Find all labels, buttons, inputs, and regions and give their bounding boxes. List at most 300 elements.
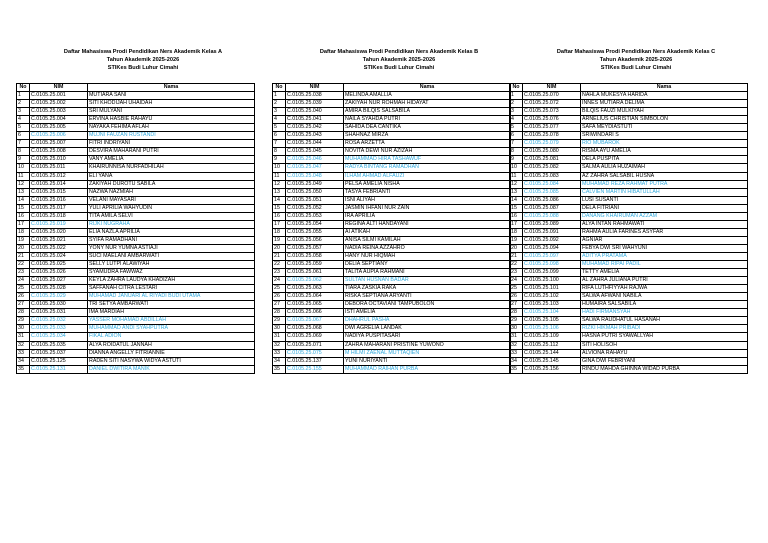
student-id-cell: C.0105.25.072 [523,100,581,108]
row-number-cell: 21 [510,252,523,260]
student-name-cell: YONY NUR YUMNA ASTIAJI [88,244,255,252]
table-row [510,164,748,172]
student-name-cell: AZ ZAHRA SALSABIL HUSNA [581,172,748,180]
student-name-cell: TETTY AMELIA [581,269,748,277]
row-number-cell: 29 [273,317,286,325]
row-number-cell: 11 [17,172,30,180]
row-number-cell: 34 [273,357,286,365]
row-number-cell: 15 [17,204,30,212]
student-name-cell: ELI YANA [88,172,255,180]
class-c-student-table [509,83,748,374]
table-row [273,293,511,301]
row-number-cell: 26 [510,293,523,301]
row-number-cell: 34 [510,357,523,365]
student-id-cell: C.0105.25.020 [30,228,88,236]
student-name-cell: NAZWA NAZMIAH [88,188,255,196]
row-number-cell: 23 [17,269,30,277]
student-name-cell: JASMIN IHFANI NUR ZAIN [344,204,511,212]
row-number-cell: 6 [273,132,286,140]
student-id-cell: C.0105.25.066 [286,309,344,317]
student-id-cell: C.0105.25.078 [523,132,581,140]
row-number-cell: 5 [273,124,286,132]
student-name-cell: ERVINA HASBIE RAHAYU [88,116,255,124]
student-id-cell: C.0105.25.024 [30,252,88,260]
row-number-cell: 32 [17,341,30,349]
table-row [17,164,255,172]
table-row [17,244,255,252]
table-row [510,341,748,349]
row-number-cell: 5 [17,124,30,132]
row-number-cell: 35 [17,365,30,373]
row-number-cell: 8 [510,148,523,156]
student-name-cell: VANY AMELIA [88,156,255,164]
row-number-cell: 27 [273,301,286,309]
student-name-cell: RINDU MAHDA GHINNA WIDAD PURBA [581,365,748,373]
student-name-cell: HADI FIRMANSYAH [581,309,748,317]
table-row [17,293,255,301]
row-number-cell: 23 [510,269,523,277]
row-number-cell: 9 [17,156,30,164]
student-name-cell: HANY NUR HIQMAH [344,252,511,260]
table-row [17,365,255,373]
table-row [273,317,511,325]
class-a-student-table [16,83,255,374]
student-name-cell: SRIWINDARI S [581,132,748,140]
row-number-cell: 12 [273,180,286,188]
row-number-cell: 15 [510,204,523,212]
student-id-cell: C.0105.25.004 [30,116,88,124]
table-row [510,349,748,357]
table-row [510,285,748,293]
class-b-roster-section [272,48,510,374]
student-id-cell: C.0105.25.029 [30,293,88,301]
student-id-cell: C.0105.25.007 [30,140,88,148]
row-number-cell: 25 [510,285,523,293]
table-row [17,357,255,365]
student-id-cell: C.0105.25.028 [30,285,88,293]
row-number-cell: 22 [273,261,286,269]
student-name-cell: IMA MARDIAH [88,309,255,317]
table-row [17,204,255,212]
student-id-cell: C.0105.25.011 [30,164,88,172]
student-id-cell: C.0105.25.065 [286,301,344,309]
student-id-cell: C.0105.25.056 [286,236,344,244]
table-row [273,236,511,244]
student-name-cell: M HILMI ZAENAL MUTTAQIEN [344,349,511,357]
table-row [273,365,511,373]
student-name-cell: DANANG KHAIRUMAN AZZAM [581,212,748,220]
student-id-cell: C.0105.25.052 [286,204,344,212]
student-name-cell: MELINDA AMALLIA [344,92,511,100]
student-name-cell: SULTAN HUSNAN BADAR [344,277,511,285]
table-row [273,357,511,365]
student-id-cell: C.0105.25.012 [30,172,88,180]
student-name-cell: MUHAMAD REZA RAHMAT PUTRA [581,180,748,188]
student-name-cell: SALWA AFWANI NABILA [581,293,748,301]
table-row [17,132,255,140]
column-header-nim: NIM [523,84,581,92]
row-number-cell: 31 [17,333,30,341]
table-row [273,140,511,148]
class-a-roster-section [16,48,254,374]
table-row [510,108,748,116]
student-id-cell: C.0105.25.109 [523,333,581,341]
student-id-cell: C.0105.25.145 [523,357,581,365]
table-row [273,220,511,228]
student-name-cell: RISMA AYU AMELIA [581,148,748,156]
table-row [510,212,748,220]
table-row [510,172,748,180]
student-name-cell: AGNIAR [581,236,748,244]
column-header-nama: Nama [88,84,255,92]
row-number-cell: 13 [273,188,286,196]
table-row [17,325,255,333]
student-id-cell: C.0105.25.016 [30,196,88,204]
table-header-row [273,84,511,92]
table-row [273,124,511,132]
student-id-cell: C.0105.25.084 [523,180,581,188]
table-header-row [17,84,255,92]
student-name-cell: SITI HOLISOH [581,341,748,349]
table-row [17,212,255,220]
student-id-cell: C.0105.25.038 [286,92,344,100]
student-id-cell: C.0105.25.099 [523,269,581,277]
student-name-cell: DESVIRA MAHARANI PUTRI [88,148,255,156]
student-id-cell: C.0105.25.001 [30,92,88,100]
student-name-cell: IRA APRILIA [344,212,511,220]
column-header-no: No [17,84,30,92]
student-name-cell: RADYA BINTANG RAMADHAN [344,164,511,172]
table-row [17,196,255,204]
student-name-cell: NAILA SYAHDA PUTRI [344,116,511,124]
table-row [510,180,748,188]
student-name-cell: MUJNI FAUZAN RUSTANDI [88,132,255,140]
student-id-cell: C.0105.25.075 [286,349,344,357]
table-row [273,156,511,164]
table-row [510,309,748,317]
table-row [17,108,255,116]
row-number-cell: 13 [17,188,30,196]
class-c-school-name: STIKes Budi Luhur Cimahi [600,65,672,71]
table-row [510,156,748,164]
table-row [510,244,748,252]
table-row [510,365,748,373]
student-name-cell: DIANNA ANGELLY FITRIANNIE [88,349,255,357]
table-row [17,172,255,180]
student-name-cell: VELANI MAYASARI [88,196,255,204]
table-row [510,204,748,212]
student-id-cell: C.0105.25.031 [30,309,88,317]
row-number-cell: 26 [17,293,30,301]
table-row [273,132,511,140]
student-id-cell: C.0105.25.018 [30,212,88,220]
table-row [510,317,748,325]
student-name-cell: ELIA NAZLA APRILIA [88,228,255,236]
student-name-cell: MUHAMMAD RAIHAN PURBA [344,365,511,373]
student-name-cell: RISKA SEPTIANA ARYANTI [344,293,511,301]
row-number-cell: 17 [17,220,30,228]
student-name-cell: ANISA SILMI KAMILAH [344,236,511,244]
row-number-cell: 19 [273,236,286,244]
row-number-cell: 8 [17,148,30,156]
student-name-cell: ISNI ALIYAH [344,196,511,204]
student-name-cell: SAFFANAH CITRA LESTARI [88,285,255,293]
row-number-cell: 30 [510,325,523,333]
student-id-cell: C.0105.25.067 [286,317,344,325]
column-header-nama: Nama [581,84,748,92]
student-name-cell: SALMA AULIA HUZAIMAH [581,164,748,172]
table-row [273,100,511,108]
table-row [17,285,255,293]
student-id-cell: C.0105.25.025 [30,261,88,269]
table-row [17,277,255,285]
row-number-cell: 2 [273,100,286,108]
table-row [510,140,748,148]
student-name-cell: HASNA PUTRI SYAWALLYAH [581,333,748,341]
table-row [17,100,255,108]
student-name-cell: YULI APRILIA WAHYUDIN [88,204,255,212]
student-id-cell: C.0105.25.058 [286,252,344,260]
student-id-cell: C.0105.25.015 [30,188,88,196]
student-name-cell: ALYA ROIDATUL JANNAH [88,341,255,349]
row-number-cell: 20 [17,244,30,252]
class-a-school-name: STIKes Budi Luhur Cimahi [107,65,179,71]
table-row [17,180,255,188]
table-row [510,293,748,301]
student-name-cell: GINA DWI FEBRIYANI [581,357,748,365]
student-id-cell: C.0105.25.091 [523,228,581,236]
table-row [273,196,511,204]
row-number-cell: 7 [510,140,523,148]
student-id-cell: C.0105.25.098 [523,261,581,269]
student-name-cell: MUHAMMAD HIRA TASHAWUF [344,156,511,164]
row-number-cell: 33 [273,349,286,357]
student-id-cell: C.0105.25.083 [523,172,581,180]
row-number-cell: 9 [510,156,523,164]
student-name-cell: RIJKI NUGRAHA [88,220,255,228]
student-id-cell: C.0105.25.069 [286,333,344,341]
student-id-cell: C.0105.25.062 [286,277,344,285]
class-c-roster-section [509,48,747,374]
row-number-cell: 21 [17,252,30,260]
row-number-cell: 25 [273,285,286,293]
student-id-cell: C.0105.25.044 [286,140,344,148]
student-name-cell: SAFA MEYDIASTUTI [581,124,748,132]
row-number-cell: 14 [510,196,523,204]
student-id-cell: C.0105.25.061 [286,269,344,277]
student-id-cell: C.0105.25.125 [30,357,88,365]
class-b-student-table [272,83,511,374]
student-id-cell: C.0105.25.017 [30,204,88,212]
table-row [273,285,511,293]
student-id-cell: C.0105.25.046 [286,156,344,164]
student-name-cell: NADIA REINA AZZAHRO [344,244,511,252]
table-row [17,333,255,341]
row-number-cell: 21 [273,252,286,260]
table-row [510,357,748,365]
table-row [17,269,255,277]
column-header-nim: NIM [30,84,88,92]
table-row [17,252,255,260]
table-row [510,220,748,228]
student-id-cell: C.0105.25.035 [30,341,88,349]
row-number-cell: 5 [510,124,523,132]
student-id-cell: C.0105.25.051 [286,196,344,204]
student-name-cell: DWI AGRELIA LANDAK [344,325,511,333]
table-row [273,252,511,260]
row-number-cell: 8 [273,148,286,156]
table-row [510,92,748,100]
student-name-cell: RADEN SITI NASYWA WIDYA ASTUTI [88,357,255,365]
student-id-cell: C.0105.25.092 [523,236,581,244]
table-row [17,261,255,269]
student-id-cell: C.0105.25.064 [286,293,344,301]
row-number-cell: 14 [17,196,30,204]
row-number-cell: 32 [510,341,523,349]
student-name-cell: AL ZAHRA JULIANA PUTRI [581,277,748,285]
student-name-cell: SELLY LUTPI ALAWIYAH [88,261,255,269]
student-id-cell: C.0105.25.086 [523,196,581,204]
row-number-cell: 11 [273,172,286,180]
row-number-cell: 2 [510,100,523,108]
row-number-cell: 18 [273,228,286,236]
table-row [510,124,748,132]
student-name-cell: PELSA AMELIA NISHA [344,180,511,188]
student-id-cell: C.0105.25.087 [523,204,581,212]
student-name-cell: RIZKI HIKMAH PRIBADI [581,325,748,333]
student-id-cell: C.0105.25.082 [523,164,581,172]
row-number-cell: 10 [510,164,523,172]
student-name-cell: MUHAMAD RIPAI PADIL [581,261,748,269]
student-id-cell: C.0105.25.089 [523,220,581,228]
student-id-cell: C.0105.25.144 [523,349,581,357]
class-b-academic-year: Tahun Akademik 2025-2026 [362,57,436,63]
student-id-cell: C.0105.25.047 [286,164,344,172]
column-header-no: No [273,84,286,92]
student-id-cell: C.0105.25.077 [523,124,581,132]
student-name-cell: SYAMUDRA FAWWAZ [88,269,255,277]
row-number-cell: 18 [510,228,523,236]
student-id-cell: C.0105.25.019 [30,220,88,228]
student-name-cell: SITI KHODIJAH UHAIDAH [88,100,255,108]
class-c-heading [533,48,739,72]
row-number-cell: 24 [273,277,286,285]
student-id-cell: C.0105.25.070 [523,92,581,100]
student-name-cell: NAYAKA FEHIMA AFLAH [88,124,255,132]
student-name-cell: ZAKIYAH NUR ROHMAH HIDAYAT [344,100,511,108]
student-id-cell: C.0105.25.032 [30,317,88,325]
row-number-cell: 34 [17,357,30,365]
student-name-cell: SYIFA RAMADHANI [88,236,255,244]
row-number-cell: 11 [510,172,523,180]
table-row [17,156,255,164]
student-name-cell: REGINA ALTI HANDAYANI [344,220,511,228]
table-row [510,100,748,108]
table-row [273,164,511,172]
row-number-cell: 16 [17,212,30,220]
table-row [17,309,255,317]
student-name-cell: CALVIEN MARTIN HIBATULLAH [581,188,748,196]
table-row [273,269,511,277]
student-name-cell: HUMAIRA SALSABILA [581,301,748,309]
row-number-cell: 27 [510,301,523,309]
student-name-cell: TITA AMILA SELVI [88,212,255,220]
table-row [273,172,511,180]
student-id-cell: C.0105.25.057 [286,244,344,252]
table-row [273,325,511,333]
row-number-cell: 31 [510,333,523,341]
student-name-cell: ARNELIUS CHRISTIAN SIMBOLON [581,116,748,124]
row-number-cell: 3 [273,108,286,116]
student-id-cell: C.0105.25.059 [286,261,344,269]
student-name-cell: MUTIARA SANI [88,92,255,100]
row-number-cell: 4 [17,116,30,124]
table-row [510,252,748,260]
student-name-cell: NAHLA MUKESYA HARIDA [581,92,748,100]
student-id-cell: C.0105.25.054 [286,220,344,228]
table-row [273,261,511,269]
student-name-cell: FITRI INDRIYANI [88,140,255,148]
row-number-cell: 29 [17,317,30,325]
row-number-cell: 10 [273,164,286,172]
student-name-cell: MUHAMAD JANUARI AL RIYADI BUDI UTAMA [88,293,255,301]
student-id-cell: C.0105.25.080 [523,148,581,156]
row-number-cell: 20 [273,244,286,252]
row-number-cell: 17 [510,220,523,228]
row-number-cell: 12 [510,180,523,188]
row-number-cell: 3 [17,108,30,116]
student-name-cell: ZAHRA MAHARANI PRISTINE YUWONO [344,341,511,349]
row-number-cell: 30 [273,325,286,333]
student-id-cell: C.0105.25.033 [30,325,88,333]
column-header-no: No [510,84,523,92]
student-id-cell: C.0105.25.137 [286,357,344,365]
row-number-cell: 4 [273,116,286,124]
student-name-cell: FEBYA DWI SRI WAHYUNI [581,244,748,252]
table-row [273,92,511,100]
table-row [273,148,511,156]
student-name-cell: ALVIONA RAHAYU [581,349,748,357]
table-row [17,236,255,244]
row-number-cell: 26 [273,293,286,301]
student-name-cell: LUSI SUSANTI [581,196,748,204]
row-number-cell: 16 [510,212,523,220]
student-id-cell: C.0105.25.105 [523,317,581,325]
student-name-cell: KHAIRUNNISA NURFADHILAH [88,164,255,172]
student-id-cell: C.0105.25.010 [30,156,88,164]
row-number-cell: 27 [17,301,30,309]
student-id-cell: C.0105.25.050 [286,188,344,196]
column-header-nim: NIM [286,84,344,92]
row-number-cell: 30 [17,325,30,333]
row-number-cell: 16 [273,212,286,220]
student-name-cell: ALYA INTAN RAHMAWATI [581,220,748,228]
table-row [510,132,748,140]
student-name-cell: FIKAL ADION [88,333,255,341]
table-row [17,317,255,325]
student-id-cell: C.0105.25.002 [30,100,88,108]
student-id-cell: C.0105.25.076 [523,116,581,124]
table-row [510,148,748,156]
student-id-cell: C.0105.25.041 [286,116,344,124]
table-row [510,325,748,333]
student-id-cell: C.0105.25.104 [523,309,581,317]
row-number-cell: 17 [273,220,286,228]
student-id-cell: C.0105.25.102 [523,293,581,301]
row-number-cell: 6 [510,132,523,140]
row-number-cell: 7 [17,140,30,148]
table-row [17,140,255,148]
